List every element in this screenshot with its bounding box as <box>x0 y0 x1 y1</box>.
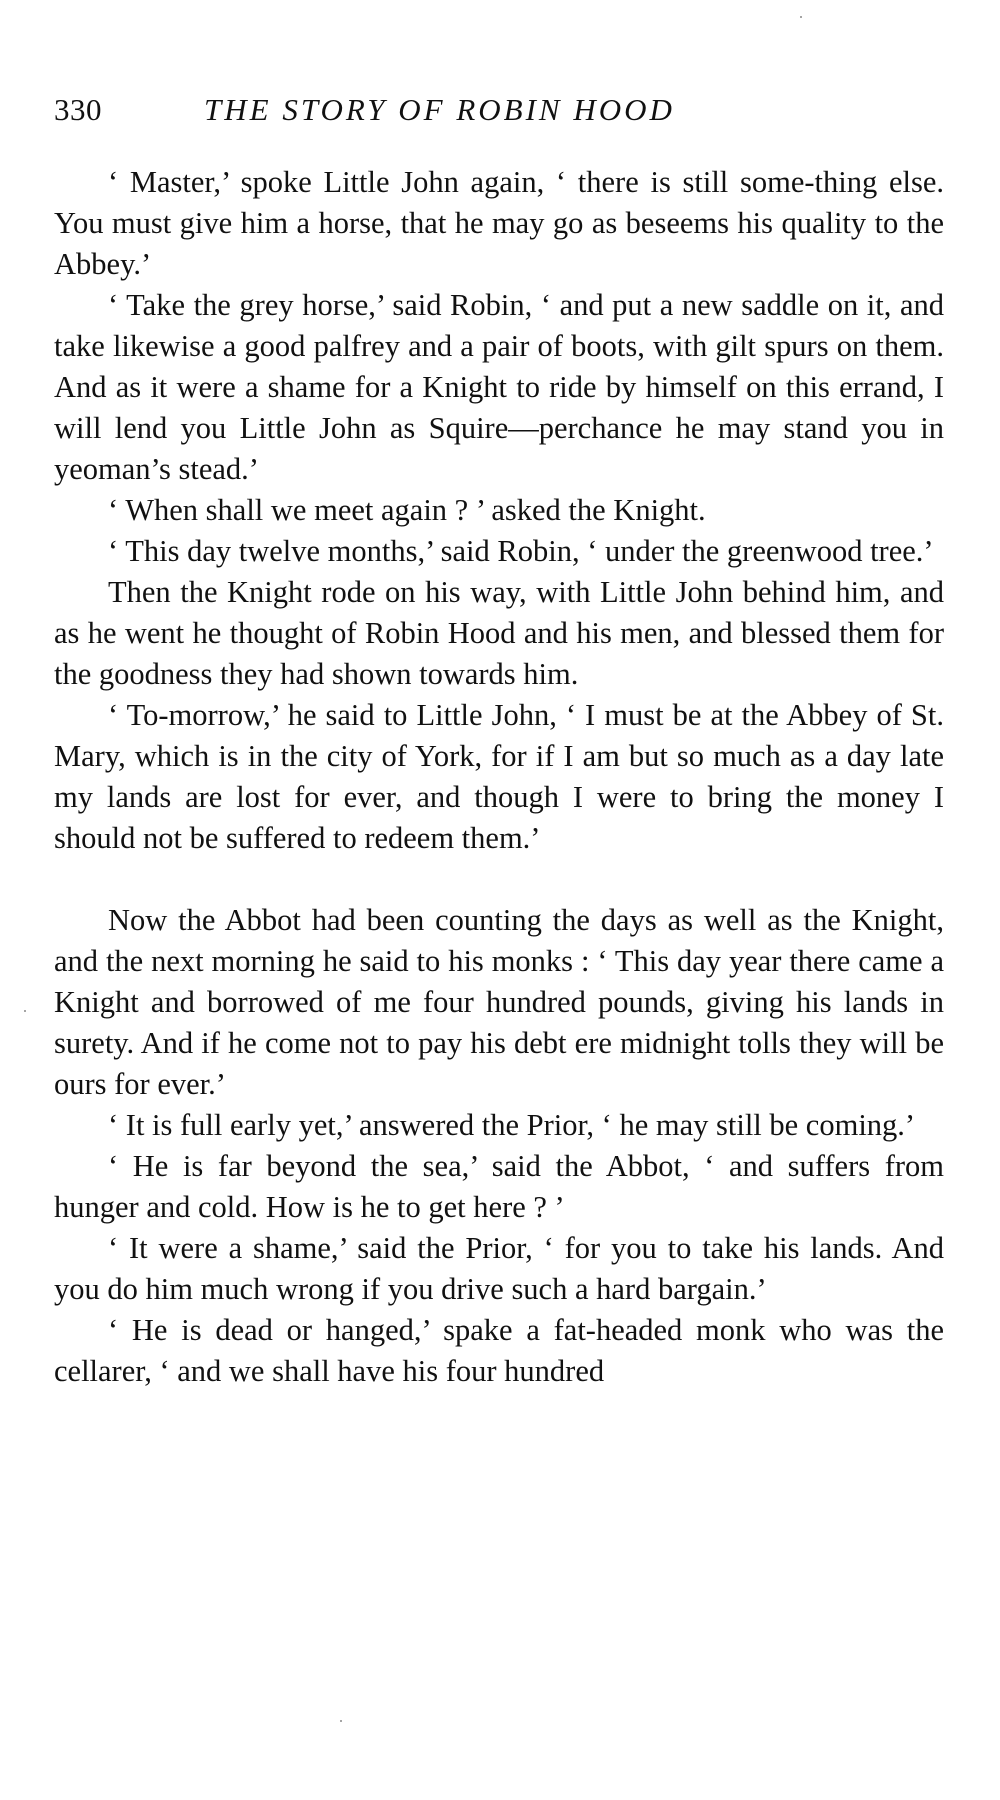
print-speck <box>24 1010 26 1012</box>
paragraph: ‘ This day twelve months,’ said Robin, ‘ under the greenwood tree.’ <box>108 534 934 568</box>
paragraph: Then the Knight rode on his way, with Little John behind him, and as he went he thought of Robin Hood and his men, and blessed them for the goodness they had shown towards him. <box>54 575 944 691</box>
print-speck <box>340 1720 342 1722</box>
paragraph: ‘ To-morrow,’ he said to Little John, ‘ I must be at the Abbey of St. Mary, which is in the city of York, for if I am but so much as a day late my lands are lost for ever, and though I were to bring the money I should not be suffered to redeem them.’ <box>54 698 944 855</box>
print-speck <box>800 16 802 18</box>
paragraph: ‘ Take the grey horse,’ said Robin, ‘ and put a new saddle on it, and take likewise a good palfrey and a pair of boots, with gilt spurs on them. And as it were a shame for a Knight to ride by himself on this errand, I will lend you Little John as Squire—perchance he may stand you in yeoman’s stead.’ <box>54 288 944 486</box>
paragraph: ‘ It is full early yet,’ answered the Prior, ‘ he may still be coming.’ <box>108 1108 916 1142</box>
body-text <box>54 162 944 1392</box>
paragraph: ‘ Master,’ spoke Little John again, ‘ there is still some-thing else. You must give him a horse, that he may go as beseems his quality to the Abbey.’ <box>54 165 944 281</box>
page-number: 330 <box>54 92 102 127</box>
paragraph: ‘ When shall we meet again ? ’ asked the Knight. <box>108 493 706 527</box>
paragraph: ‘ He is dead or hanged,’ spake a fat-headed monk who was the cellarer, ‘ and we shall have his four hundred <box>54 1313 944 1388</box>
book-title-header: THE STORY OF ROBIN HOOD <box>204 92 675 127</box>
paragraph: Now the Abbot had been counting the days as well as the Knight, and the next morning he said to his monks : ‘ This day year there came a Knight and borrowed of me four hundred pounds, giving his lands in surety. And if he come not to pay his debt ere midnight tolls they will be ours for ever.’ <box>54 903 944 1101</box>
running-head <box>54 92 944 136</box>
book-page <box>54 92 944 1392</box>
paragraph: ‘ He is far beyond the sea,’ said the Abbot, ‘ and suffers from hunger and cold. How is he to get here ? ’ <box>54 1149 944 1224</box>
paragraph: ‘ It were a shame,’ said the Prior, ‘ for you to take his lands. And you do him much wrong if you drive such a hard bargain.’ <box>54 1231 944 1306</box>
